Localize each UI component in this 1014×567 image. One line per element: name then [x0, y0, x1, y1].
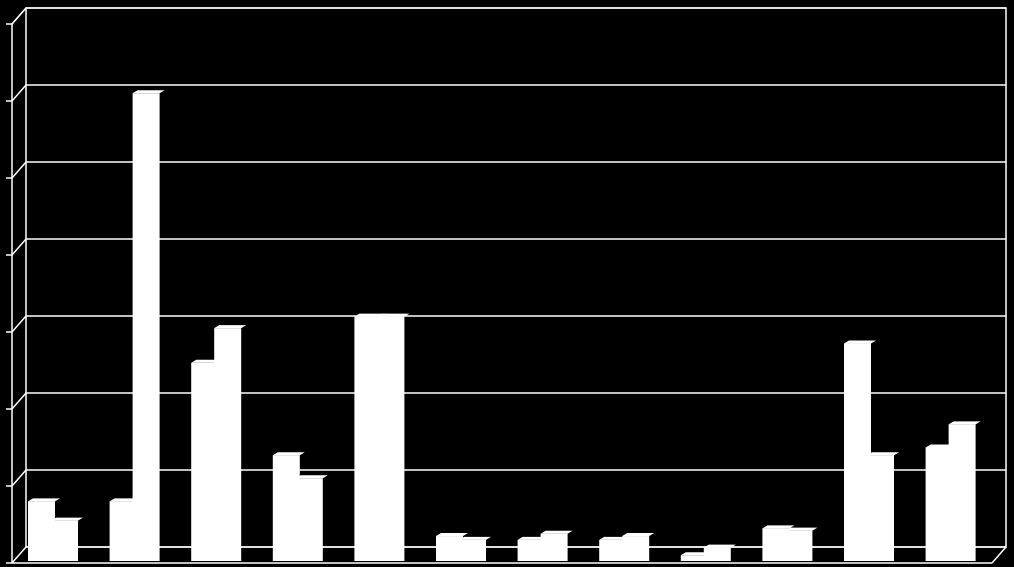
bar-top-s1-c6 — [436, 533, 468, 536]
bar-s2-c3 — [214, 328, 241, 561]
bar-top-s2-c8 — [622, 533, 654, 536]
bar-s2-c7 — [541, 534, 568, 561]
bar-s1-c10 — [762, 528, 789, 561]
bar-top-s2-c11 — [867, 452, 899, 455]
bar-s1-c5 — [354, 317, 381, 561]
bar-top-s2-c5 — [377, 314, 409, 317]
side-gridline — [12, 316, 26, 332]
bar-top-s2-c2 — [133, 90, 165, 93]
bar-s1-c8 — [599, 540, 626, 561]
bar-s1-c1 — [28, 501, 55, 561]
bar-top-s1-c10 — [762, 525, 794, 528]
side-gridline — [12, 239, 26, 255]
bar-s2-c11 — [867, 455, 894, 561]
bar-top-s2-c10 — [785, 528, 817, 531]
bar-s1-c12 — [926, 448, 953, 562]
bar-top-s2-c3 — [214, 325, 246, 328]
bar-s2-c4 — [296, 478, 323, 561]
side-gridline — [12, 85, 26, 101]
floor-right-edge — [992, 547, 1006, 563]
side-gridline — [12, 470, 26, 486]
bar-s1-c11 — [844, 344, 871, 561]
bar-s1-c6 — [436, 536, 463, 561]
bar-top-s1-c11 — [844, 341, 876, 344]
bar-top-s2-c1 — [51, 518, 83, 521]
bar-top-s2-c4 — [296, 475, 328, 478]
bar-top-s2-c12 — [949, 421, 981, 424]
side-gridline — [12, 162, 26, 178]
bar-top-s1-c4 — [273, 452, 305, 455]
bar-top-s2-c9 — [704, 545, 736, 548]
bar-s1-c2 — [110, 501, 137, 561]
side-gridline — [12, 547, 26, 563]
bar-s1-c7 — [518, 540, 545, 561]
bar-s1-c3 — [191, 363, 218, 561]
bar-s1-c9 — [681, 555, 708, 561]
bar-top-s2-c7 — [541, 531, 573, 534]
bar-s1-c4 — [273, 455, 300, 561]
bar-s2-c1 — [51, 521, 78, 561]
bar-s2-c5 — [377, 317, 404, 561]
bar-s2-c12 — [949, 424, 976, 561]
bar-top-s2-c6 — [459, 537, 491, 540]
bar-s2-c10 — [785, 531, 812, 561]
bar-s2-c9 — [704, 548, 731, 561]
bar-s2-c2 — [133, 93, 160, 561]
bar-s2-c6 — [459, 540, 486, 561]
bar-s2-c8 — [622, 536, 649, 561]
bar-top-s1-c1 — [28, 498, 60, 501]
side-gridline — [12, 393, 26, 409]
side-gridline — [12, 8, 26, 24]
